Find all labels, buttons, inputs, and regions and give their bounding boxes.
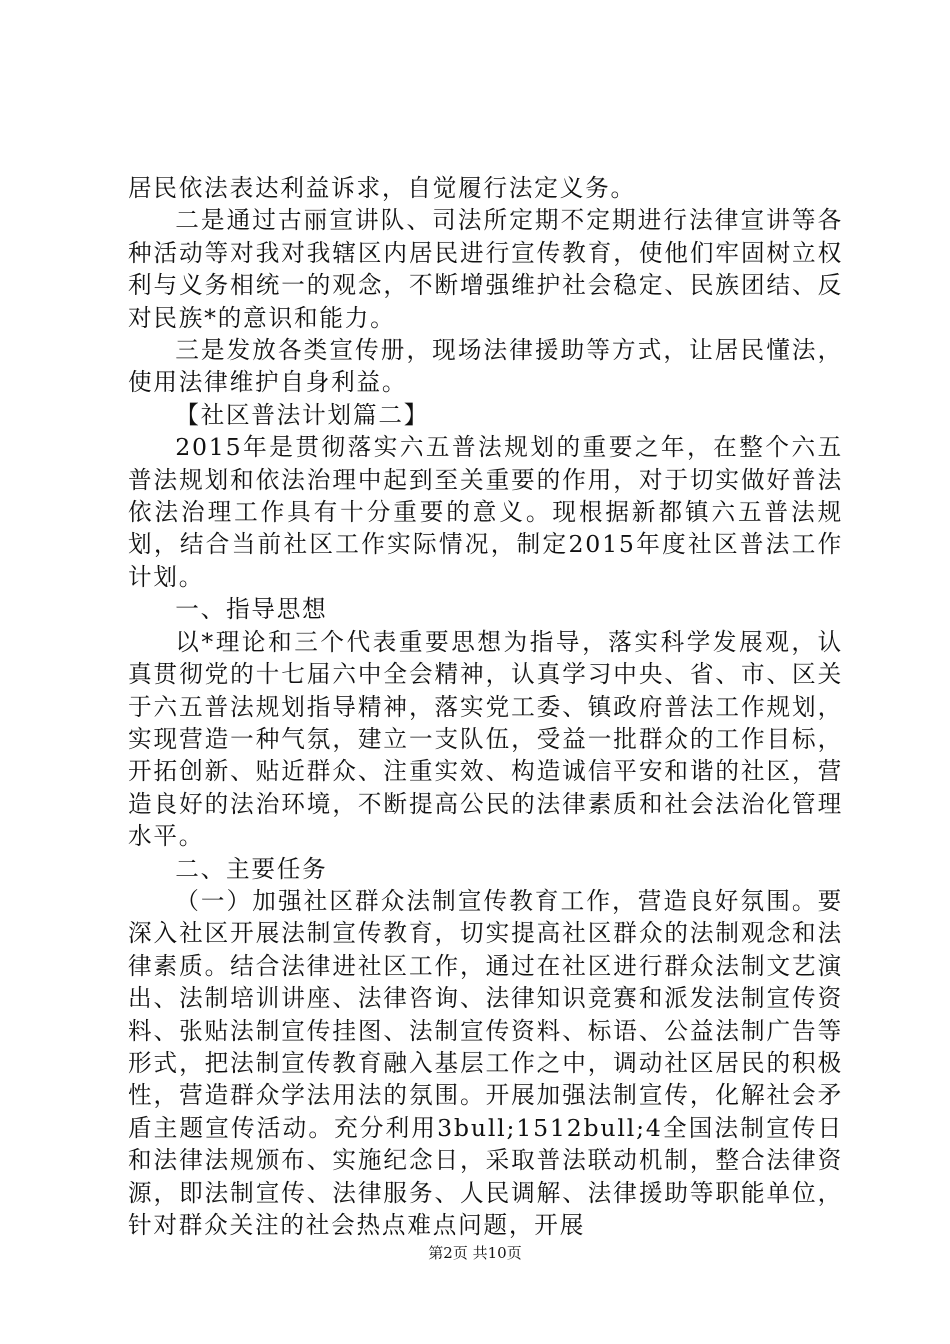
paragraph: 居民依法表达利益诉求，自觉履行法定义务。	[128, 174, 636, 202]
section-heading: 一、指导思想	[175, 595, 328, 624]
section-heading: 二、主要任务	[175, 854, 328, 883]
section-heading: 【社区普法计划篇二】	[175, 400, 430, 429]
paragraph: 三是发放各类宣传册，现场法律援助等方式，让居民懂法，使用法律维护自身利益。	[128, 336, 843, 397]
paragraph: 二是通过古丽宣讲队、司法所定期不定期进行法律宣讲等各种活动等对我对我辖区内居民进行宣传教育，使他们牢固树立权利与义务相统一的观念，不断增强维护社会稳定、民族团结、反对民族*的意识和能力。	[128, 206, 843, 332]
paragraph: （一）加强社区群众法制宣传教育工作，营造良好氛围。要深入社区开展法制宣传教育，切实提高社区群众的法制观念和法律素质。结合法律进社区工作，通过在社区进行群众法制文艺演出、法制培训讲座、法律咨询、法律知识竞赛和派发法制宣传资料、张贴法制宣传挂图、法制宣传资料、标语、公益法制广告等形式，把法制宣传教育融入基层工作之中，调动社区居民的积极性，营造群众学法用法的氛围。开展加强法制宣传，化解社会矛盾主题宣传活动。充分利用3bull;1512bull;4全国法制宣传日和法律法规颁布、实施纪念日，采取普法联动机制，整合法律资源，即法制宣传、法律服务、人民调解、法律援助等职能单位，针对群众关注的社会热点难点问题，开展	[128, 886, 843, 1239]
paragraph: 2015年是贯彻落实六五普法规划的重要之年，在整个六五普法规划和依法治理中起到至关重要的作用，对于切实做好普法依法治理工作具有十分重要的意义。现根据新都镇六五普法规划，结合当前社区工作实际情况，制定2015年度社区普法工作计划。	[128, 433, 843, 591]
paragraph: 以*理论和三个代表重要思想为指导，落实科学发展观，认真贯彻党的十七届六中全会精神，认真学习中央、省、市、区关于六五普法规划指导精神，落实党工委、镇政府普法工作规划，实现营造一种气氛，建立一支队伍，受益一批群众的工作目标，开拓创新、贴近群众、注重实效、构造诚信平安和谐的社区，营造良好的法治环境，不断提高公民的法律素质和社会法治化管理水平。	[128, 627, 843, 851]
page-number-footer: 第2页 共10页	[428, 1244, 522, 1262]
document-body	[128, 172, 843, 1241]
